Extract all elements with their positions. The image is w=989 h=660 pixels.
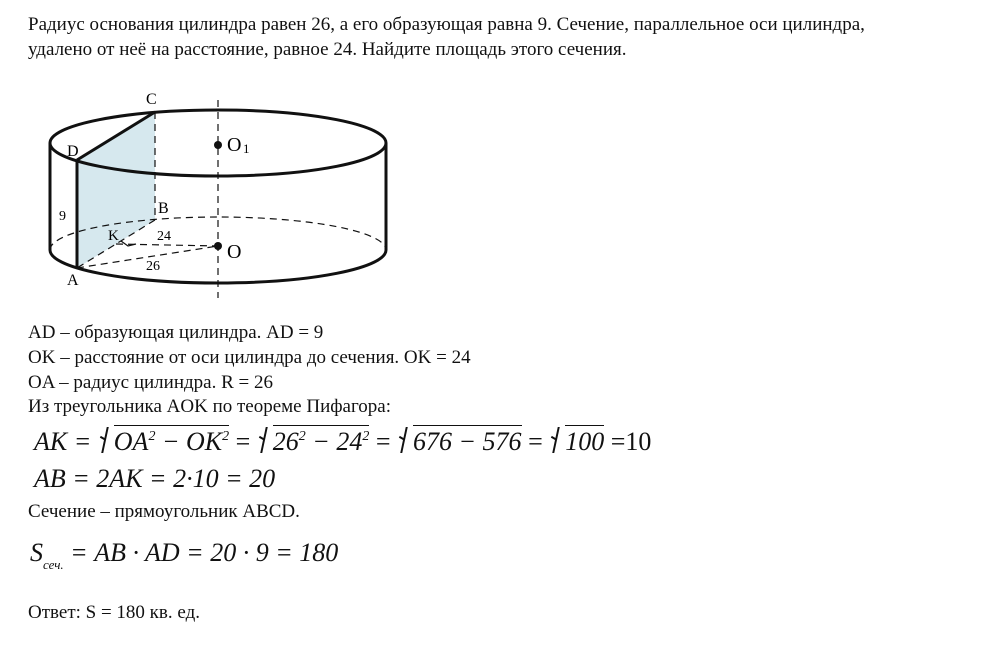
formula-ak: AK = $OA^2 - OK^2 = 26^2 - 24^2 = 676 - 576 = 100 =10$ — [34, 427, 652, 456]
line-triangle: Из треугольника AOK по теореме Пифагора: — [28, 396, 392, 417]
line-ok: OK – расстояние от оси цилиндра до сечения. OK = 24 — [28, 347, 471, 368]
answer: Ответ: S = 180 кв. ед. — [28, 602, 200, 623]
label-b: B — [158, 200, 169, 217]
label-o1: O — [227, 134, 242, 156]
line-ad: AD – образующая цилиндра. AD = 9 — [28, 322, 324, 343]
bottom-base-front — [50, 250, 386, 283]
label-o: O — [227, 241, 242, 263]
sqrt-2: $26^2 - 24^2$ — [259, 425, 370, 457]
label-o1-sub: 1 — [243, 141, 250, 156]
point-o1 — [214, 141, 222, 149]
right-angle-mark — [121, 241, 136, 246]
line-oa: OA – радиус цилиндра. R = 26 — [28, 372, 273, 393]
problem-line-1: Радиус основания цилиндра равен 26, а его образующая равна 9. Сечение, параллельное оси цилиндра, — [28, 14, 865, 35]
line-rect: Сечение – прямоугольник ABCD. — [28, 501, 300, 522]
label-oa: 26 — [146, 259, 160, 274]
label-d: D — [67, 143, 79, 160]
formula-s: $S_{сеч.}$ = AB · AD = 20 · 9 = 180 — [30, 538, 339, 572]
label-a: A — [67, 272, 79, 289]
sqrt-4: 100 — [551, 425, 604, 457]
formula-ab: AB = 2AK = 2·10 = 20 — [34, 464, 276, 493]
problem-line-2: удалено от неё на расстояние, равное 24. Найдите площадь этого сечения. — [28, 39, 627, 60]
point-o — [214, 242, 222, 250]
sqrt-1: $OA^2 - OK^2$ — [100, 425, 229, 457]
label-c: C — [146, 91, 157, 108]
label-k: K — [108, 228, 119, 244]
sqrt-3: 676 − 576 — [399, 425, 522, 457]
formula-ak-lhs: AK = — [34, 427, 92, 456]
label-ok: 24 — [157, 229, 171, 244]
label-height: 9 — [59, 209, 66, 224]
